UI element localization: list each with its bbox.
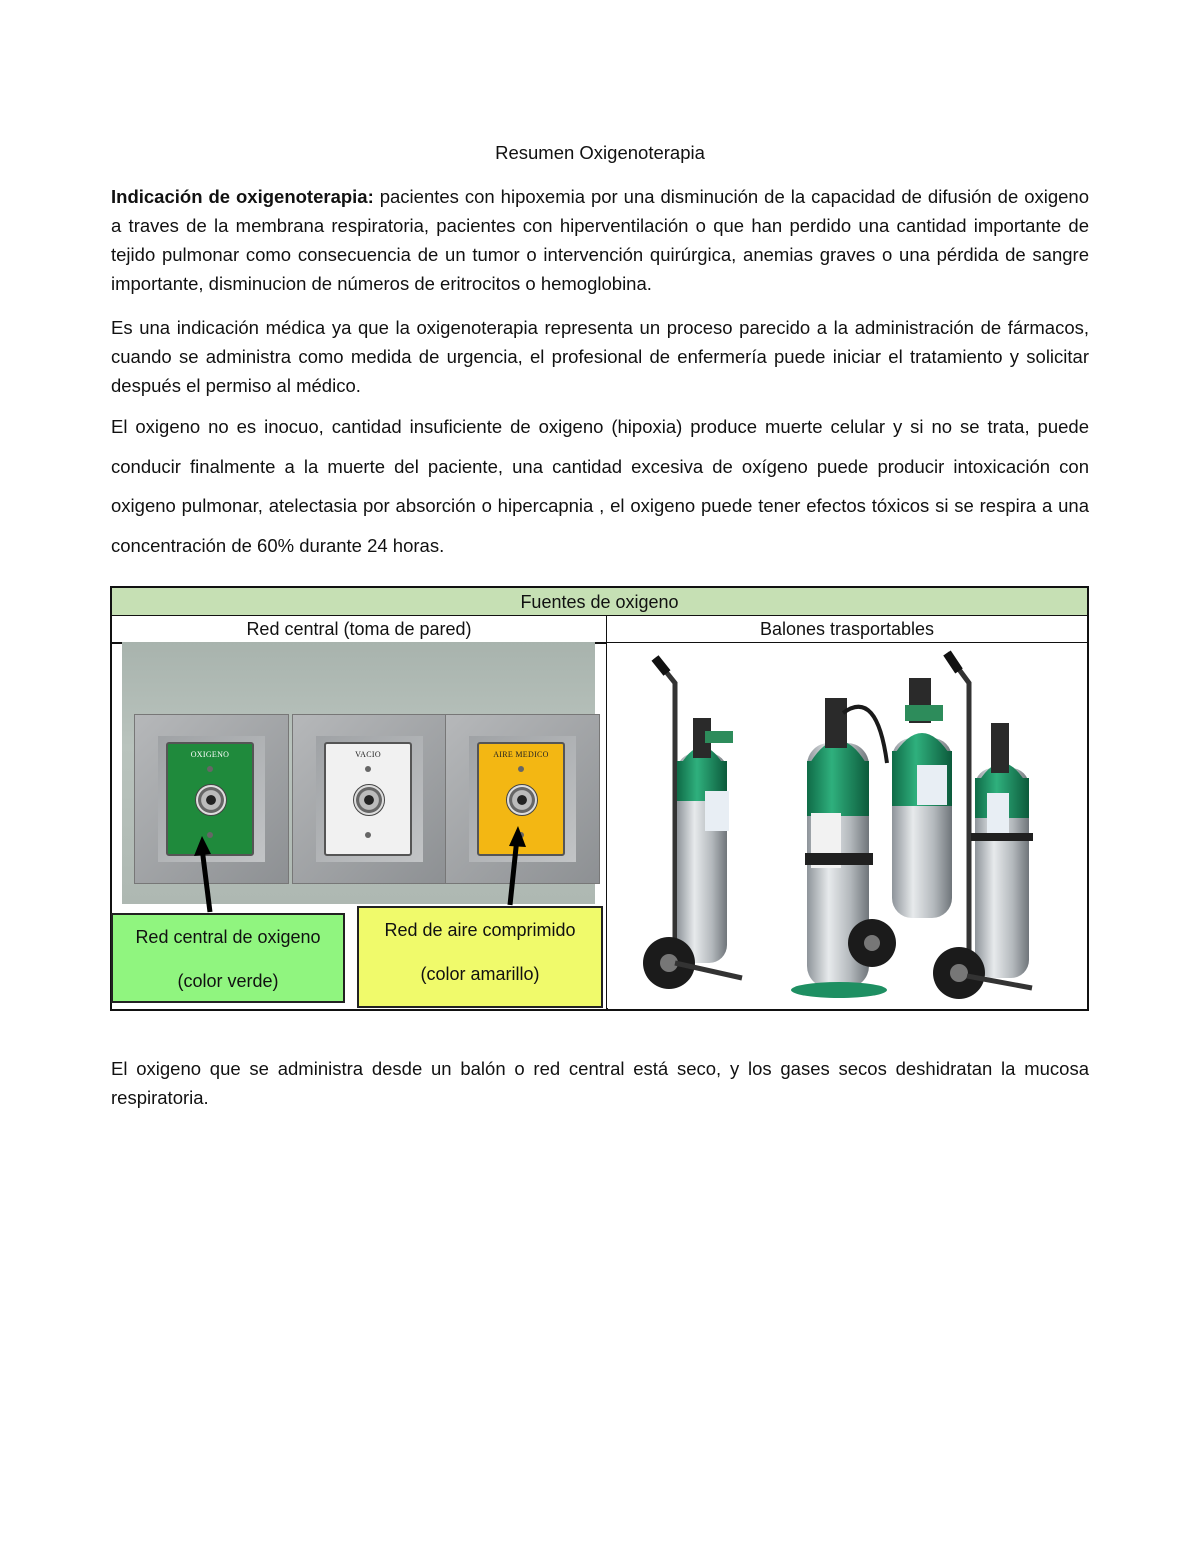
paragraph-toxicidad: El oxigeno no es inocuo, cantidad insuficiente de oxigeno (hipoxia) produce muerte celular y si no se trata, puede conducir finalmente a la muerte del paciente, una cantidad excesiva de oxígeno puede producir intoxicación con oxigeno pulmonar, atelectasia por absorción o hipercapnia , el oxigeno puede tener efectos tóxicos si se respira a una concentración de 60% durante 24 horas. [111,416,1089,556]
paragraph-lead: Indicación de oxigenoterapia: [111,186,374,207]
label-red-central-oxigeno [111,913,345,1003]
outlet-label: OXIGENO [190,750,230,759]
label-line: Red de aire comprimido [384,920,576,940]
oxygen-cylinders-image [607,643,1087,1008]
cylinder-cart-middle [791,698,896,998]
label-line: (color amarillo) [420,964,540,984]
label-red-aire-comprimido [357,906,603,1008]
page-title: Resumen Oxigenoterapia [495,142,705,163]
paragraph-gas-seco: El oxigeno que se administra desde un balón o red central está seco, y los gases secos deshidratan la mucosa respiratoria. [111,1058,1089,1108]
label-line: (color verde) [177,971,279,991]
table-header: Fuentes de oxigeno [112,588,1087,616]
outlet-label: AIRE MEDICO [493,750,549,759]
label-line: Red central de oxigeno [135,927,321,947]
outlet-label: VACIO [355,750,381,759]
column-header-balones: Balones trasportables [607,616,1087,644]
cylinder-cart-left [643,658,742,989]
cylinders-illustration [607,643,1087,1008]
paragraph-text: pacientes con hipoxemia por una disminución de la capacidad de difusión de oxigeno a traves de la membrana respiratoria, pacientes con hiperventilación o que han perdido una cantidad importante de tejido pulmonar como consecuencia de un tumor o intervención quirúrgica, anemias graves o una pérdida de sangre importante, disminucion de números de eritrocitos o hemoglobina. [111,186,1090,294]
column-header-red-central: Red central (toma de pared) [112,616,607,644]
cylinder-tall [892,678,952,918]
paragraph-indicacion-medica: Es una indicación médica ya que la oxigenoterapia representa un proceso parecido a la administración de fármacos, cuando se administra como medida de urgencia, el profesional de enfermería puede iniciar el tratamiento y solicitar después el permiso al médico. [111,317,1089,396]
